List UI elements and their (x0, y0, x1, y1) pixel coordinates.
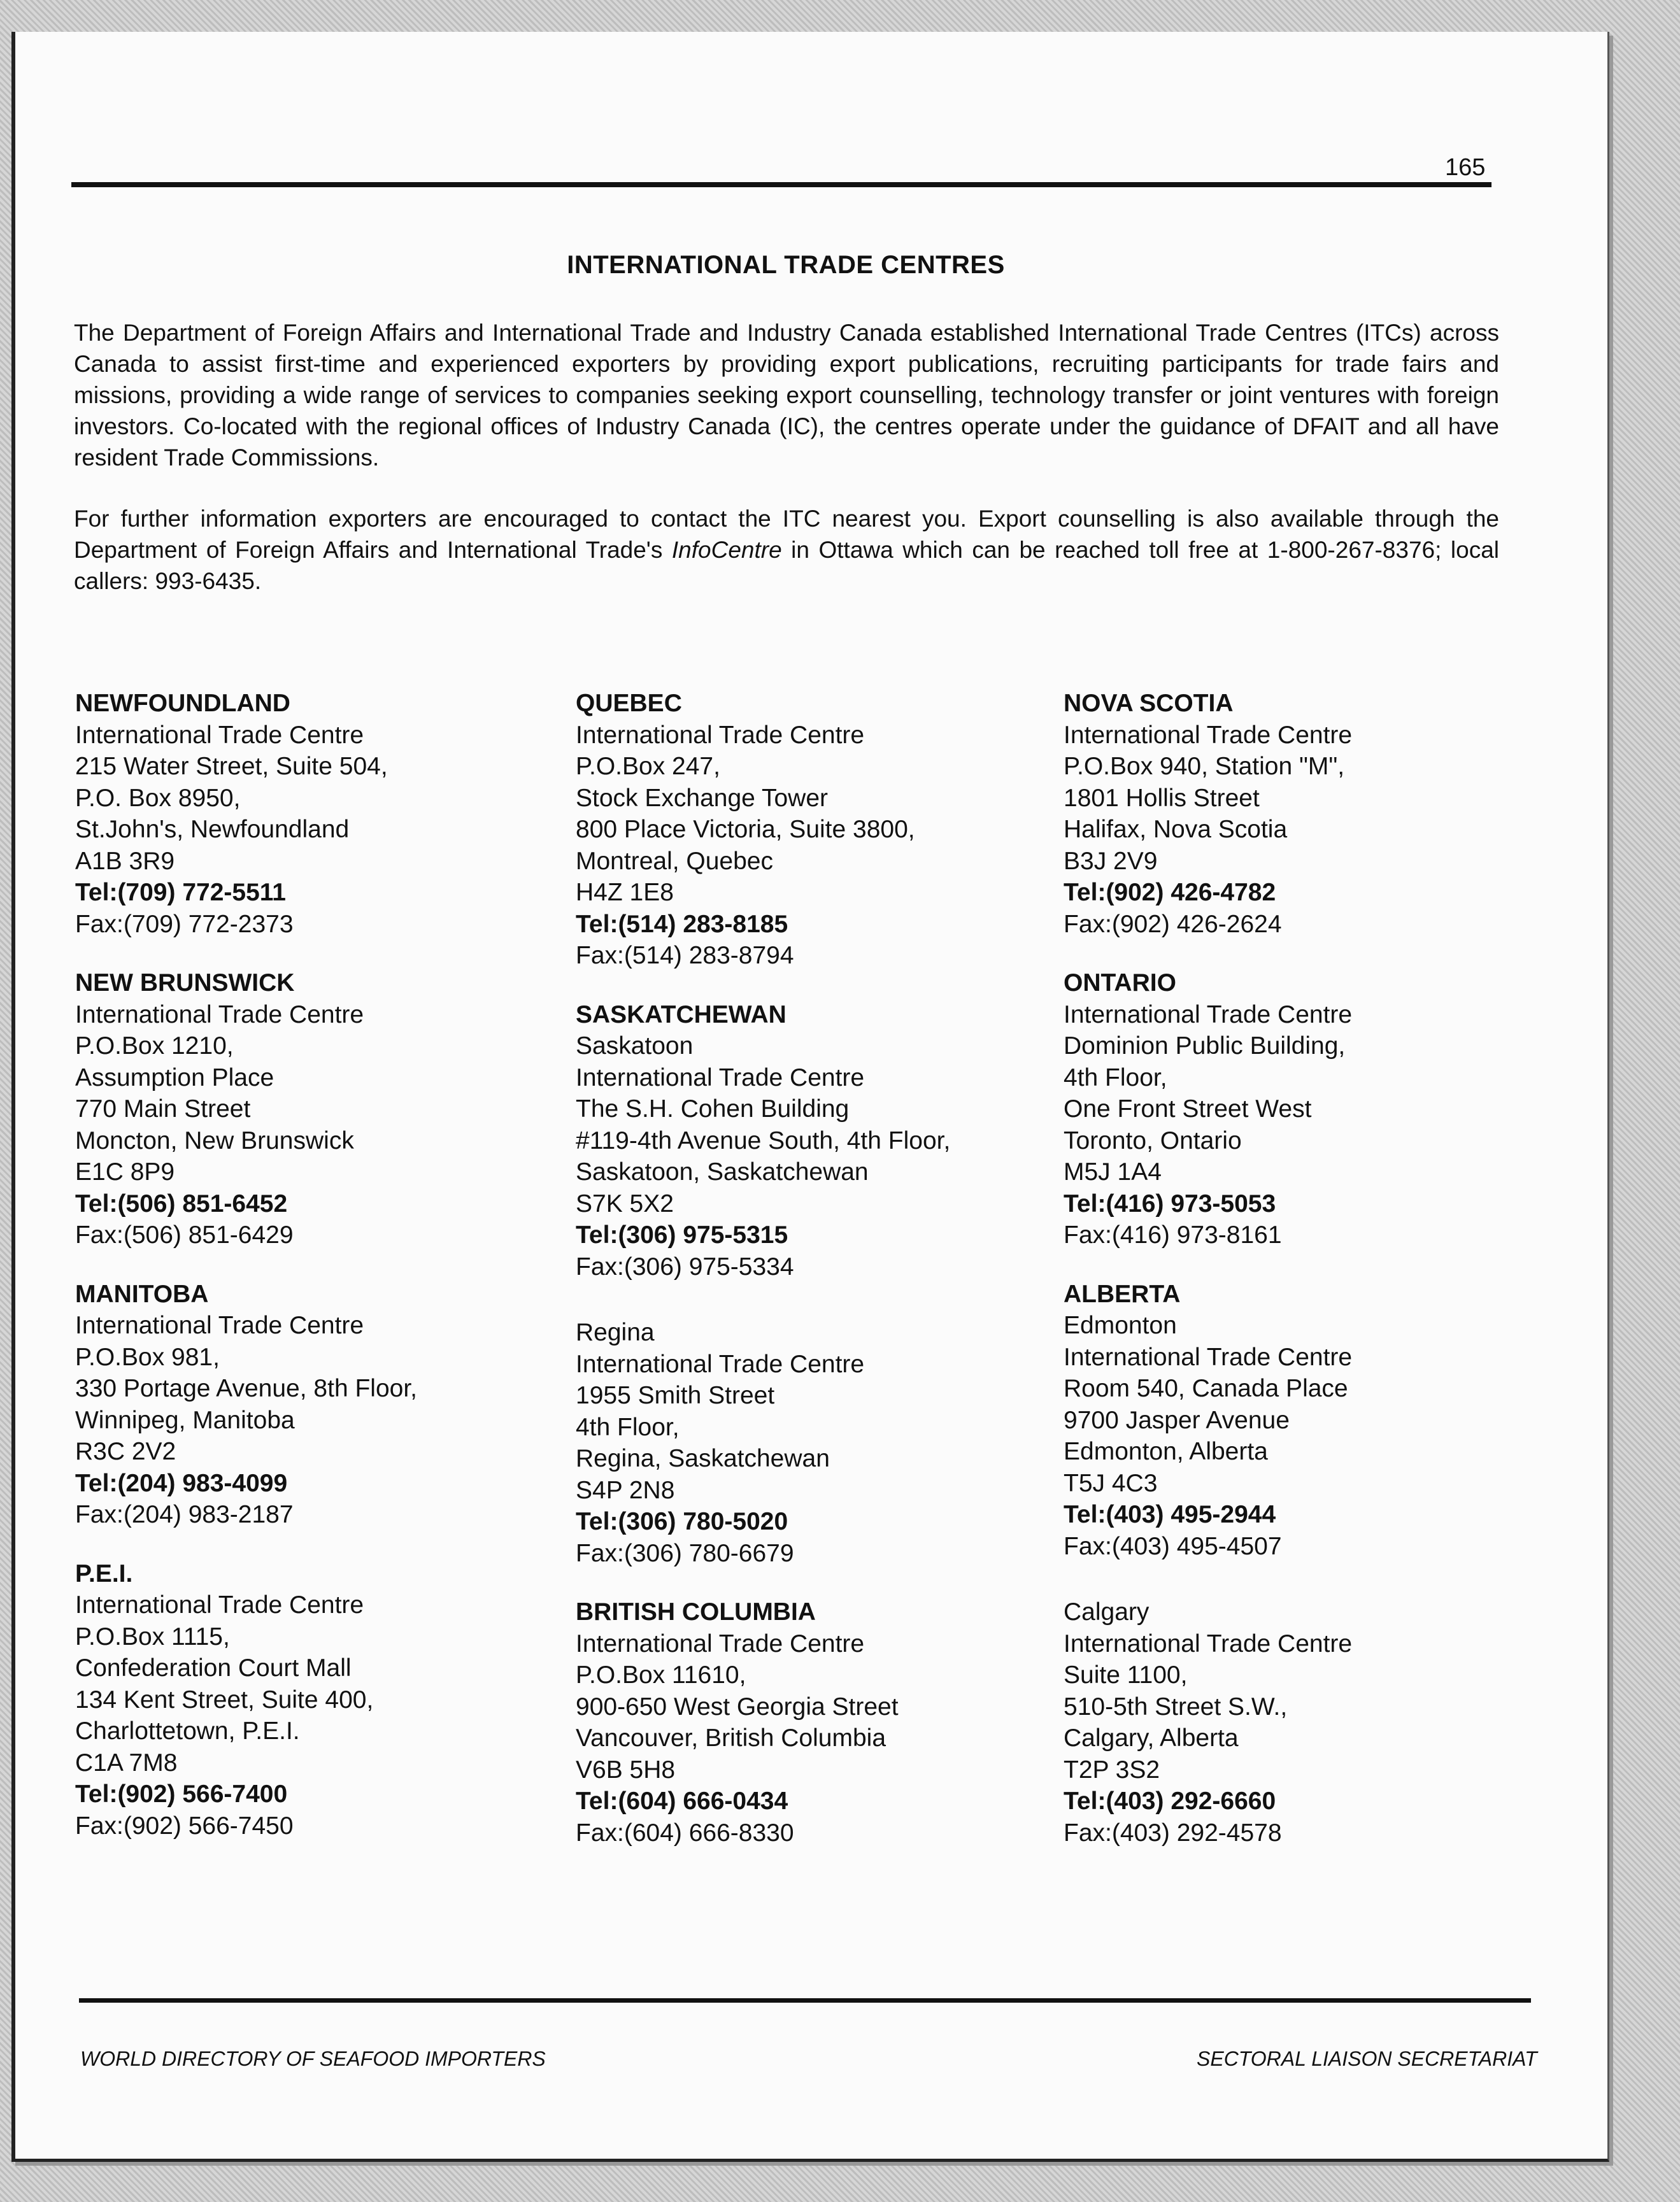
address-line: Stock Exchange Tower (576, 784, 828, 812)
entry-pei (75, 1558, 559, 1842)
entry-quebec (576, 688, 1060, 972)
address-line: P.O.Box 247, (576, 753, 720, 780)
address-line: 4th Floor, (576, 1413, 680, 1441)
fax-number: Fax:(403) 495-4507 (1064, 1532, 1282, 1560)
footer-publication-title: WORLD DIRECTORY OF SEAFOOD IMPORTERS (80, 2047, 546, 2070)
telephone-number: Tel:(204) 983-4099 (75, 1469, 288, 1497)
entry-manitoba (75, 1279, 559, 1531)
address-line: 900-650 West Georgia Street (576, 1693, 899, 1721)
fax-number: Fax:(204) 983-2187 (75, 1501, 294, 1528)
region-heading: ONTARIO (1064, 969, 1176, 997)
address-line: International Trade Centre (75, 1591, 364, 1619)
header-rule (71, 182, 1491, 187)
entry-saskatchewan (576, 999, 1060, 1283)
entry-ontario (1064, 967, 1548, 1251)
page-title: INTERNATIONAL TRADE CENTRES (567, 251, 1005, 279)
address-line: 1955 Smith Street (576, 1382, 775, 1409)
address-line: P.O.Box 11610, (576, 1661, 746, 1689)
address-line: Assumption Place (75, 1063, 274, 1091)
address-line: P.O.Box 1115, (75, 1623, 230, 1651)
fax-number: Fax:(902) 426-2624 (1064, 910, 1282, 938)
footer-rule (79, 1998, 1531, 2003)
address-line: H4Z 1E8 (576, 879, 674, 906)
address-line: Edmonton, Alberta (1064, 1438, 1268, 1465)
address-line: Edmonton (1064, 1312, 1177, 1339)
telephone-number: Tel:(506) 851-6452 (75, 1190, 288, 1218)
telephone-number: Tel:(902) 426-4782 (1064, 879, 1276, 906)
address-line: T2P 3S2 (1064, 1756, 1160, 1784)
intro-paragraph-2-text: For further information exporters are encouraged to contact the ITC nearest you. Export counselling is also available through the Department of Foreign Affairs and International Trade's (74, 506, 1499, 563)
address-line: Calgary, Alberta (1064, 1724, 1239, 1752)
address-line: A1B 3R9 (75, 847, 175, 875)
fax-number: Fax:(403) 292-4578 (1064, 1819, 1282, 1847)
fax-number: Fax:(514) 283-8794 (576, 942, 794, 969)
entry-nova-scotia (1064, 688, 1548, 940)
fax-number: Fax:(306) 780-6679 (576, 1539, 794, 1567)
address-line: Winnipeg, Manitoba (75, 1406, 295, 1434)
address-line: Calgary (1064, 1598, 1150, 1626)
address-line: S4P 2N8 (576, 1476, 675, 1504)
address-line: M5J 1A4 (1064, 1158, 1162, 1186)
address-line: B3J 2V9 (1064, 847, 1158, 875)
infocentre-term: InfoCentre (671, 537, 782, 563)
address-line: St.John's, Newfoundland (75, 816, 350, 843)
address-line: E1C 8P9 (75, 1158, 175, 1186)
address-line: Montreal, Quebec (576, 847, 774, 875)
address-line: One Front Street West (1064, 1095, 1312, 1123)
telephone-number: Tel:(514) 283-8185 (576, 910, 788, 938)
entry-new-brunswick (75, 967, 559, 1251)
address-line: 770 Main Street (75, 1095, 251, 1123)
address-line: 800 Place Victoria, Suite 3800, (576, 816, 915, 843)
address-line: International Trade Centre (576, 721, 865, 749)
address-line: Dominion Public Building, (1064, 1032, 1346, 1060)
column-left (75, 688, 559, 1842)
telephone-number: Tel:(902) 566-7400 (75, 1780, 288, 1808)
address-line: Room 540, Canada Place (1064, 1375, 1348, 1402)
entry-british-columbia (576, 1596, 1060, 1849)
page-number: 165 (1445, 154, 1486, 181)
region-heading: NEWFOUNDLAND (75, 690, 290, 717)
address-line: Regina (576, 1319, 655, 1346)
telephone-number: Tel:(604) 666-0434 (576, 1787, 788, 1815)
intro-paragraph-1: The Department of Foreign Affairs and International Trade and Industry Canada established International Trade Centres (ITCs) across Canada to assist first-time and experienced exporters by providing export publications, recruiting participants for trade fairs and missions, providing a wide range of services to companies seeking export counselling, technology transfer or joint ventures with foreign investors. Co-located with the regional offices of Industry Canada (IC), the centres operate under the guidance of DFAIT and all have resident Trade Commissions. (74, 320, 1499, 471)
address-line: International Trade Centre (576, 1063, 865, 1091)
address-line: R3C 2V2 (75, 1438, 176, 1465)
region-heading: ALBERTA (1064, 1280, 1181, 1308)
address-line: The S.H. Cohen Building (576, 1095, 850, 1123)
telephone-number: Tel:(306) 780-5020 (576, 1508, 788, 1535)
address-line: Suite 1100, (1064, 1661, 1188, 1689)
address-line: International Trade Centre (75, 721, 364, 749)
address-line: Moncton, New Brunswick (75, 1126, 354, 1154)
fax-number: Fax:(604) 666-8330 (576, 1819, 794, 1847)
address-line: Saskatoon (576, 1032, 694, 1060)
address-line: Saskatoon, Saskatchewan (576, 1158, 869, 1186)
address-line: Regina, Saskatchewan (576, 1445, 830, 1472)
address-line: 215 Water Street, Suite 504, (75, 753, 388, 780)
address-line: International Trade Centre (576, 1630, 865, 1658)
region-heading: NEW BRUNSWICK (75, 969, 295, 997)
region-heading: P.E.I. (75, 1559, 133, 1588)
address-line: International Trade Centre (1064, 1000, 1353, 1028)
entry-calgary (1064, 1596, 1548, 1849)
address-line: Vancouver, British Columbia (576, 1724, 886, 1752)
address-line: P.O.Box 940, Station "M", (1064, 753, 1345, 780)
telephone-number: Tel:(306) 975-5315 (576, 1221, 788, 1249)
address-line: International Trade Centre (75, 1000, 364, 1028)
region-heading: NOVA SCOTIA (1064, 690, 1234, 717)
address-line: Charlottetown, P.E.I. (75, 1717, 300, 1745)
column-right (1064, 688, 1548, 1849)
address-line: Confederation Court Mall (75, 1654, 352, 1682)
fax-number: Fax:(709) 772-2373 (75, 910, 294, 938)
fax-number: Fax:(902) 566-7450 (75, 1812, 294, 1840)
address-line: P.O.Box 981, (75, 1343, 220, 1371)
fax-number: Fax:(306) 975-5334 (576, 1253, 794, 1281)
address-line: International Trade Centre (1064, 1630, 1353, 1658)
address-line: T5J 4C3 (1064, 1469, 1158, 1497)
address-line: V6B 5H8 (576, 1756, 676, 1784)
telephone-number: Tel:(403) 292-6660 (1064, 1787, 1276, 1815)
address-line: 330 Portage Avenue, 8th Floor, (75, 1375, 418, 1402)
footer-department: SECTORAL LIAISON SECRETARIAT (1197, 2047, 1537, 2070)
address-line: P.O. Box 8950, (75, 784, 241, 812)
region-heading: BRITISH COLUMBIA (576, 1598, 816, 1626)
address-line: P.O.Box 1210, (75, 1032, 234, 1060)
address-line: #119-4th Avenue South, 4th Floor, (576, 1126, 951, 1154)
address-line: Halifax, Nova Scotia (1064, 816, 1288, 843)
telephone-number: Tel:(416) 973-5053 (1064, 1190, 1276, 1218)
fax-number: Fax:(416) 973-8161 (1064, 1221, 1282, 1249)
address-line: S7K 5X2 (576, 1190, 674, 1218)
address-line: 1801 Hollis Street (1064, 784, 1260, 812)
entry-newfoundland (75, 688, 559, 940)
address-line: International Trade Centre (1064, 1343, 1353, 1371)
address-line: 134 Kent Street, Suite 400, (75, 1686, 374, 1714)
address-line: Toronto, Ontario (1064, 1126, 1242, 1154)
region-heading: SASKATCHEWAN (576, 1000, 787, 1028)
address-line: International Trade Centre (576, 1350, 865, 1378)
entry-regina (576, 1317, 1060, 1569)
entry-alberta (1064, 1279, 1548, 1563)
region-heading: QUEBEC (576, 690, 682, 717)
address-line: C1A 7M8 (75, 1749, 178, 1777)
intro-paragraph-2-text-end: in Ottawa which can be reached toll free at 1-800-267-8376; local callers: 993-6435. (74, 537, 1499, 594)
address-line: 4th Floor, (1064, 1063, 1167, 1091)
telephone-number: Tel:(709) 772-5511 (75, 879, 286, 906)
address-line: 510-5th Street S.W., (1064, 1693, 1288, 1721)
document-page (11, 32, 1609, 2162)
address-line: International Trade Centre (1064, 721, 1353, 749)
address-line: International Trade Centre (75, 1312, 364, 1339)
intro-paragraph-2 (74, 503, 1499, 597)
telephone-number: Tel:(403) 495-2944 (1064, 1501, 1276, 1528)
column-middle (576, 688, 1060, 1849)
address-line: 9700 Jasper Avenue (1064, 1406, 1290, 1434)
region-heading: MANITOBA (75, 1280, 209, 1308)
fax-number: Fax:(506) 851-6429 (75, 1221, 294, 1249)
